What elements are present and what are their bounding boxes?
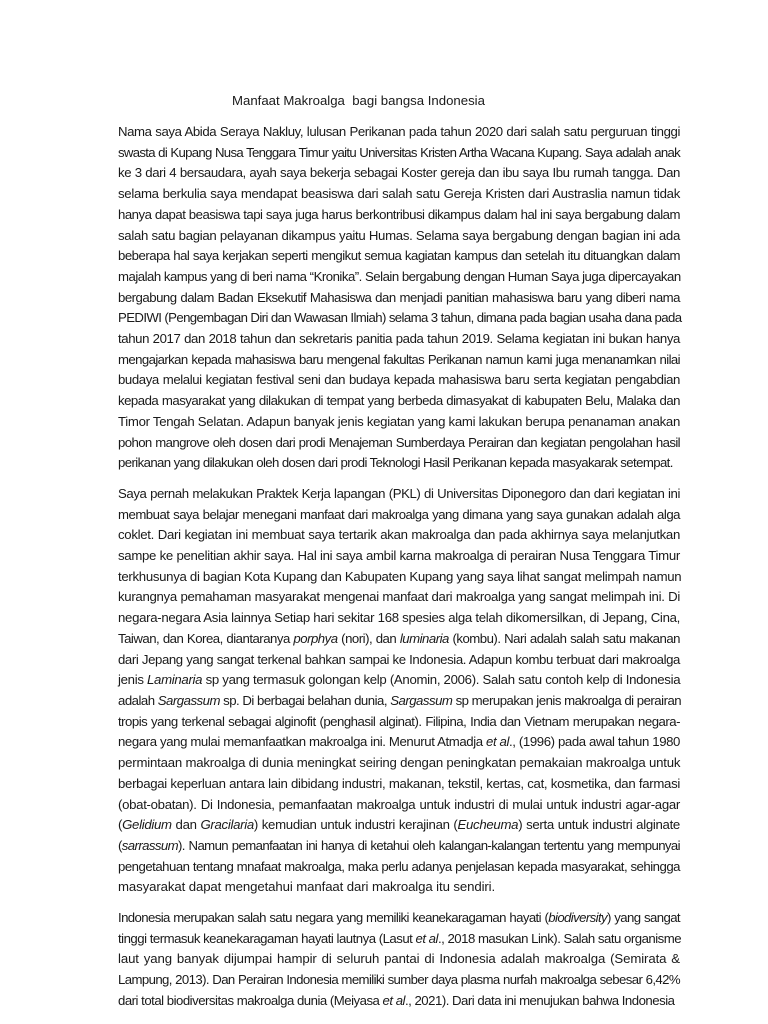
text-run: berbagai keperluan antara lain dibidang industri, makanan, tekstil, kertas, cat, kosmetika, dan farmasi: [118, 775, 680, 791]
text-run: ., 2021). Dari data ini menujukan bahwa Indonesia: [404, 992, 675, 1008]
text-line: [118, 608, 680, 629]
text-run: kepada masyarakat yang dilakukan di tempat yang berbeda dimasyakat di kabupaten Belu, Malaka dan: [118, 393, 680, 409]
italic-term: et al: [415, 930, 438, 946]
text-run: budaya melalui kegiatan festival seni dan budaya kepada mahasiswa baru serta kegiatan pengabdian: [118, 372, 680, 388]
text-run: tropis yang terkenal sebagai alginofit (penghasil alginat). Filipina, India dan Vietnam merupakan negara-: [118, 713, 680, 729]
text-run: tinggi termasuk keanekaragaman hayati lautnya (Lasut: [118, 930, 416, 946]
text-line: [118, 484, 680, 505]
text-line: [118, 505, 680, 526]
text-run: (: [118, 837, 122, 853]
italic-term: et al: [486, 734, 510, 750]
document-title: Manfaat Makroalga bagi bangsa Indonesia: [232, 93, 485, 108]
italic-term: luminaria: [399, 630, 449, 646]
text-line: [118, 143, 680, 164]
text-line: [118, 205, 680, 226]
text-run: sp. Di berbagai belahan dunia,: [219, 692, 391, 708]
text-run: beberapa hal saya kerjakan seperti mengikut semua kagiatan kampus dan setelah itu dituangkan dalam: [118, 248, 680, 264]
italic-term: Sargassum: [157, 692, 220, 708]
text-run: sampe ke penelitian akhir saya. Hal ini saya ambil karna makroalga di perairan Nusa Tenggara Timur: [118, 548, 680, 564]
text-run: majalah kampus yang di beri nama “Kronika”. Selain bergabung dengan Human Saya juga dipercayakan: [118, 268, 681, 284]
text-line: [118, 412, 680, 433]
text-run: salah satu bagian pelayanan dikampus yaitu Humas. Selama saya bergabung dengan bagian ini ada: [118, 227, 680, 243]
text-run: pengetahuan tentang mnafaat makroalga, maka perlu adanya penjelasan kepada masyarakat, sehingga: [118, 858, 680, 874]
text-run: selama berkulia saya mendapat beasiswa dari salah satu Gereja Kristen dari Austraslia namun tidak: [118, 186, 680, 202]
text-run: (obat-obatan). Di Indonesia, pemanfaatan makroalga untuk industri di mulai untuk industri agar-agar: [118, 796, 680, 812]
document-page: [118, 90, 680, 1022]
text-run: laut yang banyak dijumpai hampir di seluruh pantai di Indonesia adalah makroalga (Semirata &: [118, 951, 680, 967]
text-run: bergabung dalam Badan Eksekutif Mahasiswa dan menjadi panitian mahasiswa baru yang diberi nama: [118, 289, 680, 305]
text-line: [118, 949, 680, 970]
text-run: ). Namun pemanfaatan ini hanya di ketahui oleh kalangan-kalangan tertentu yang mempunyai: [177, 837, 680, 853]
text-line: [118, 433, 680, 454]
text-run: (nori), dan: [337, 630, 400, 646]
text-line: [118, 650, 680, 671]
text-run: kurangnya pemahaman masyarakat mengenai manfaat dari makroalga yang sangat melimpah ini. Di: [118, 589, 680, 605]
text-run: (kombu). Nari adalah salah satu makanan: [448, 630, 680, 646]
text-run: ) yang sangat: [607, 910, 680, 926]
text-line: [118, 567, 680, 588]
italic-term: Gelidium: [122, 817, 172, 833]
text-run: ., 2018 masukan Link). Salah satu organisme: [437, 930, 682, 946]
text-run: Lampung, 2013). Dan Perairan Indonesia memiliki sumber daya plasma nurfah makroalga sebesar 6,42%: [118, 972, 680, 988]
text-line: [118, 970, 680, 991]
text-run: hanya dapat beasiswa tapi saya juga harus berkontribusi dikampus dalam hal ini saya bergabung dalam: [118, 206, 680, 222]
text-line: [118, 546, 680, 567]
text-line: [118, 350, 680, 371]
text-run: dari Jepang yang sangat terkenal bahkan sampai ke Indonesia. Adapun kombu terbuat dari makroalga: [118, 651, 680, 667]
italic-term: porphya: [293, 630, 338, 646]
text-run: permintaan makroalga di dunia meningkat seiring dengan peningkatan pemakaian makroalga untuk: [118, 755, 681, 771]
text-line: [118, 712, 680, 733]
paragraph-3: [118, 908, 680, 1012]
italic-term: Eucheuma: [457, 817, 519, 833]
text-line: [118, 525, 680, 546]
text-run: Timor Tengah Selatan. Adapun banyak jenis kegiatan yang kami lakukan berupa penanaman anakan: [118, 413, 680, 429]
text-line: [118, 391, 680, 412]
text-line: [118, 877, 680, 898]
text-line: [118, 453, 680, 474]
document-body: [118, 122, 680, 1012]
text-run: coklet. Dari kegiatan ini membuat saya tertarik akan makroalga dan pada akhirnya saya melanjutkan: [118, 527, 680, 543]
text-run: perikanan yang dilakukan oleh dosen dari prodi Teknologi Hasil Perikanan kepada masyakarak setempat.: [118, 455, 673, 471]
italic-term: sarrassum: [121, 837, 178, 853]
text-line: [118, 691, 680, 712]
text-line: [118, 246, 680, 267]
text-run: ., (1996) pada awal tahun 1980: [509, 734, 680, 750]
text-line: [118, 184, 680, 205]
text-run: masyarakat dapat mengetahui manfaat dari makroalga itu sendiri.: [118, 879, 496, 895]
italic-term: Laminaria: [147, 672, 203, 688]
text-line: [118, 836, 680, 857]
text-run: ) kemudian untuk industri kerajinan (: [253, 817, 458, 833]
text-run: Indonesia merupakan salah satu negara yang memiliki keanekaragaman hayati (: [118, 910, 549, 926]
text-run: PEDIWI (Pengembagan Diri dan Wawasan Ilmiah) selama 3 tahun, dimana pada bagian usaha dana pada: [118, 310, 682, 326]
text-line: [118, 857, 680, 878]
text-run: mengajarkan kepada mahasiswa baru mengenal fakultas Perikanan namun kami juga menanamkan nilai: [118, 351, 680, 367]
text-line: [118, 774, 680, 795]
text-line: [118, 795, 680, 816]
text-run: sp merupakan jenis makroalga di perairan: [452, 692, 682, 708]
text-run: ) serta untuk industri alginate: [518, 817, 680, 833]
text-line: [118, 991, 680, 1012]
text-run: sp yang termasuk golongan kelp (Anomin, 2006). Salah satu contoh kelp di Indonesia: [202, 672, 681, 688]
italic-term: Gracilaria: [200, 817, 254, 833]
text-line: [118, 908, 680, 929]
text-line: [118, 370, 680, 391]
italic-term: et al: [382, 992, 405, 1008]
text-run: dan: [171, 817, 201, 833]
text-run: ke 3 dari 4 bersaudara, ayah saya bekerja sebagai Koster gereja dan ibu saya Ibu rumah tangga. Dan: [118, 165, 680, 181]
italic-term: biodiversity: [548, 910, 608, 926]
text-run: Saya pernah melakukan Praktek Kerja lapangan (PKL) di Universitas Diponegoro dan dari kegiatan ini: [118, 485, 680, 501]
text-line: [118, 226, 680, 247]
text-run: terkhusunya di bagian Kota Kupang dan Kabupaten Kupang yang saya lihat sangat melimpah namun: [118, 568, 682, 584]
text-run: tahun 2017 dan 2018 tahun dan sekretaris panitia pada tahun 2019. Selama kegiatan ini bukan hanya: [118, 331, 680, 347]
text-line: [118, 329, 680, 350]
paragraph-1: [118, 122, 680, 474]
text-run: adalah: [118, 692, 158, 708]
text-run: membuat saya belajar menegani manfaat dari makroalga yang dimana yang saya gunakan adalah alga: [118, 506, 680, 522]
text-run: swasta di Kupang Nusa Tenggara Timur yaitu Universitas Kristen Artha Wacana Kupang. Saya adalah anak: [118, 144, 680, 160]
text-line: [118, 308, 680, 329]
text-run: Nama saya Abida Seraya Nakluy, lulusan Perikanan pada tahun 2020 dari salah satu perguruan tinggi: [118, 124, 680, 139]
paragraph-2: [118, 484, 680, 898]
text-run: Taiwan, dan Korea, diantaranya: [118, 630, 294, 646]
text-line: [118, 732, 680, 753]
text-run: negara-negara Asia lainnya Setiap hari sekitar 168 spesies alga telah dikomersilkan, di Jepang, Cina,: [118, 610, 680, 626]
italic-term: Sargassum: [390, 692, 453, 708]
text-run: negara yang mulai memanfaatkan makroalga ini. Menurut Atmadja: [118, 734, 487, 750]
text-run: pohon mangrove oleh dosen dari prodi Menajeman Sumberdaya Perairan dan kegiatan pengolahan hasil: [118, 434, 680, 450]
text-run: dari total biodiversitas makroalga dunia (Meiyasa: [118, 992, 383, 1008]
text-line: [118, 629, 680, 650]
text-line: [118, 753, 680, 774]
text-line: [118, 929, 680, 950]
text-line: [118, 670, 680, 691]
text-line: [118, 288, 680, 309]
text-line: [118, 267, 680, 288]
text-line: [118, 815, 680, 836]
text-line: [118, 163, 680, 184]
text-run: (: [118, 817, 123, 833]
text-line: [118, 587, 680, 608]
text-line: [118, 122, 680, 143]
text-run: jenis: [118, 672, 147, 688]
